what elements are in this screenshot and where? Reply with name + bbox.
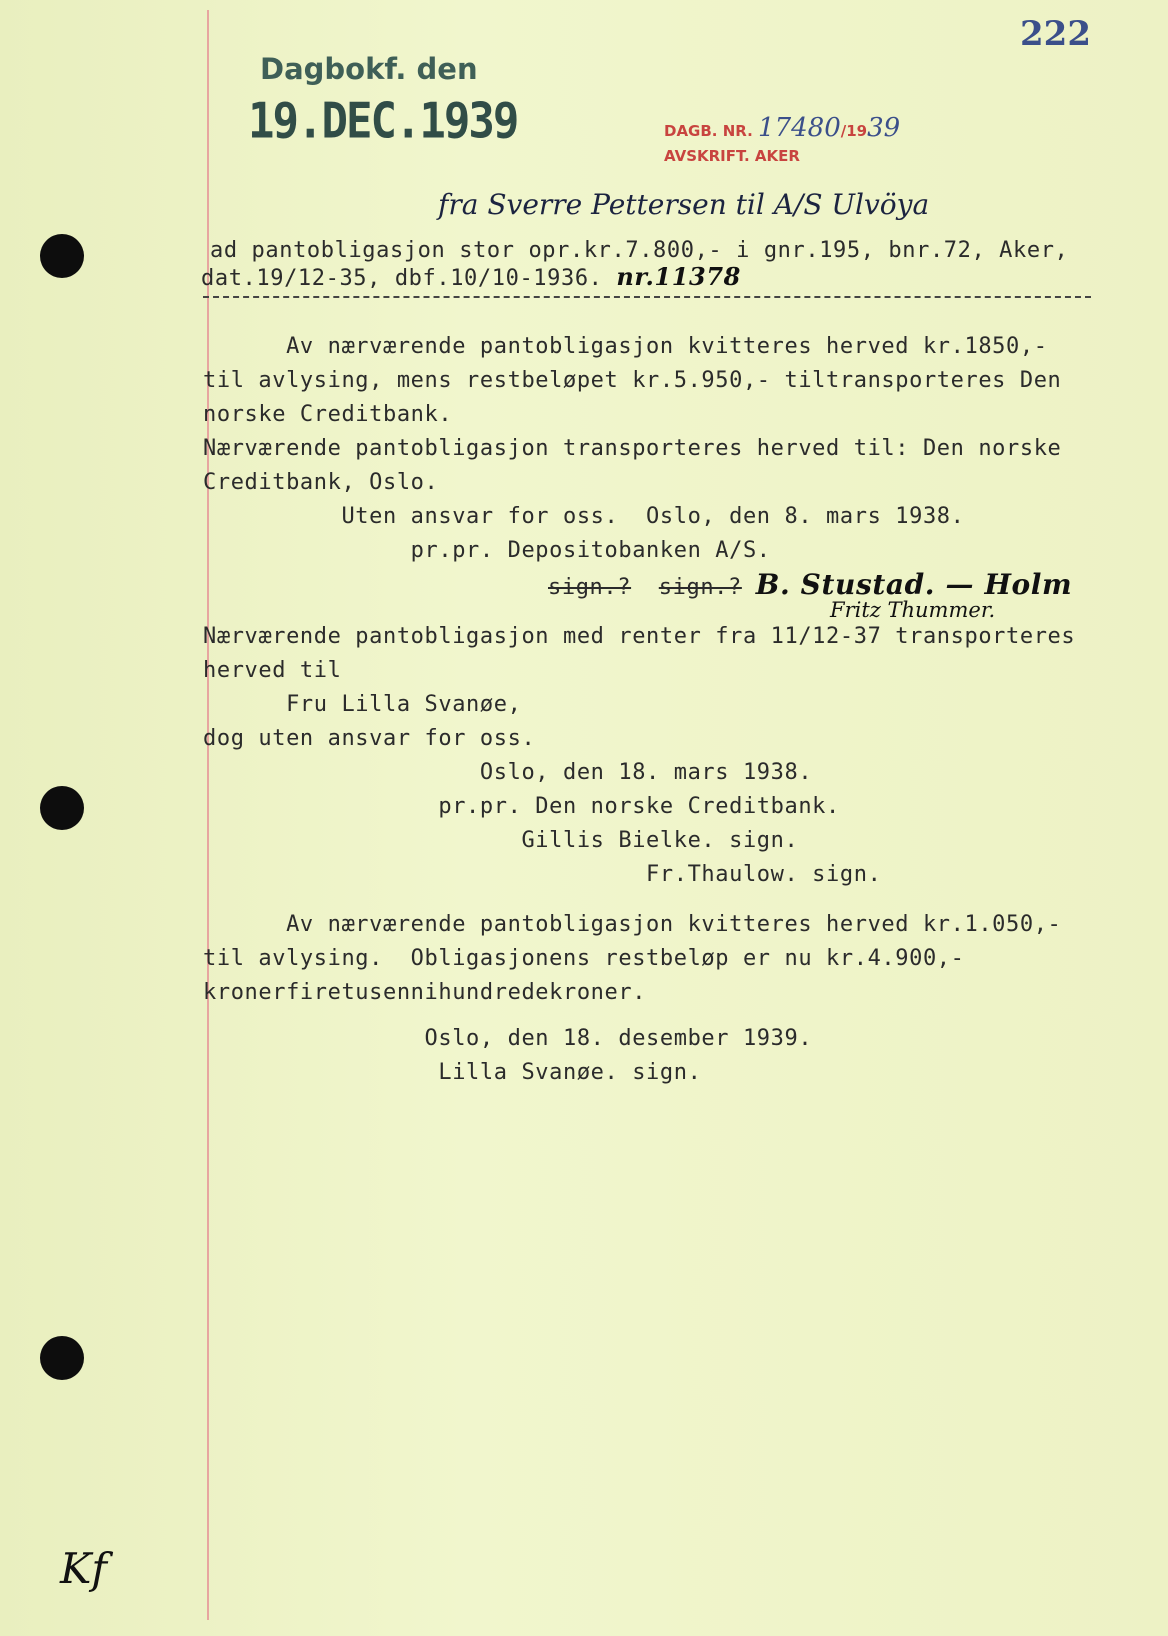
handwritten-signature-2: Fritz Thummer.: [830, 598, 996, 622]
body-line: Av nærværende pantobligasjon kvitteres herved kr.1.050,-: [203, 912, 1062, 937]
body-line: til avlysing. Obligasjonens restbeløp er nu kr.4.900,-: [203, 946, 965, 971]
body-line: Lilla Svanøe. sign.: [203, 1060, 702, 1085]
punch-hole-bottom: [40, 1336, 84, 1380]
signature-line: [548, 568, 1073, 601]
handwritten-initials: Kf: [60, 1544, 107, 1593]
body-line: Oslo, den 18. mars 1938.: [203, 760, 813, 785]
body-line: norske Creditbank.: [203, 402, 453, 427]
header-line-2: [201, 264, 741, 292]
body-line: pr.pr. Den norske Creditbank.: [203, 794, 840, 819]
body-line: til avlysing, mens restbeløpet kr.5.950,- tiltransporteres Den: [203, 368, 1062, 393]
struck-sign-2: sign.?: [658, 575, 742, 600]
punch-hole-middle: [40, 786, 84, 830]
register-year-prefix: /19: [840, 122, 868, 140]
body-line: herved til: [203, 658, 342, 683]
register-number-prefix: DAGB. NR.: [664, 122, 753, 140]
punch-hole-top: [40, 234, 84, 278]
handwritten-heading-note: fra Sverre Pettersen til A/S Ulvöya: [438, 188, 930, 221]
body-line: Uten ansvar for oss. Oslo, den 8. mars 1938.: [203, 504, 965, 529]
register-year: 39: [867, 113, 901, 143]
body-line: kronerfiretusennihundredekroner.: [203, 980, 647, 1005]
header-line-1-a: ad pantobligasjon: [210, 238, 446, 263]
body-line: pr.pr. Depositobanken A/S.: [203, 538, 771, 563]
header-line-1-b: stor opr.kr.7.800,- i gnr.195, bnr.72, Aker,: [445, 238, 1069, 263]
register-stamp-line2: AVSKRIFT. AKER: [664, 147, 800, 165]
separator-dashes: [203, 296, 1091, 298]
body-line: Av nærværende pantobligasjon kvitteres herved kr.1850,-: [203, 334, 1048, 359]
handwritten-register-nr: nr.11378: [616, 262, 741, 291]
header-line-1: [210, 238, 1068, 264]
body-line: Gillis Bielke. sign.: [203, 828, 799, 853]
struck-sign-1: sign.?: [548, 575, 632, 600]
page-number: 222: [1020, 14, 1091, 54]
body-line: Fr.Thaulow. sign.: [203, 862, 882, 887]
body-line: dog uten ansvar for oss.: [203, 726, 536, 751]
register-number-line: [664, 113, 901, 144]
header-line-2-text: dat.19/12-35, dbf.10/10-1936.: [201, 266, 603, 291]
register-stamp: [664, 113, 901, 169]
body-line: Nærværende pantobligasjon transporteres herved til: Den norske: [203, 436, 1062, 461]
journal-date-label: Dagbokf. den: [260, 52, 478, 86]
body-line: Fru Lilla Svanøe,: [203, 692, 522, 717]
body-line: Creditbank, Oslo.: [203, 470, 439, 495]
register-number: 17480: [758, 113, 841, 143]
journal-date: 19.DEC.1939: [248, 92, 518, 151]
body-line: Oslo, den 18. desember 1939.: [203, 1026, 813, 1051]
body-line: Nærværende pantobligasjon med renter fra 11/12-37 transporteres: [203, 624, 1076, 649]
handwritten-signature: B. Stustad. — Holm: [755, 568, 1073, 601]
